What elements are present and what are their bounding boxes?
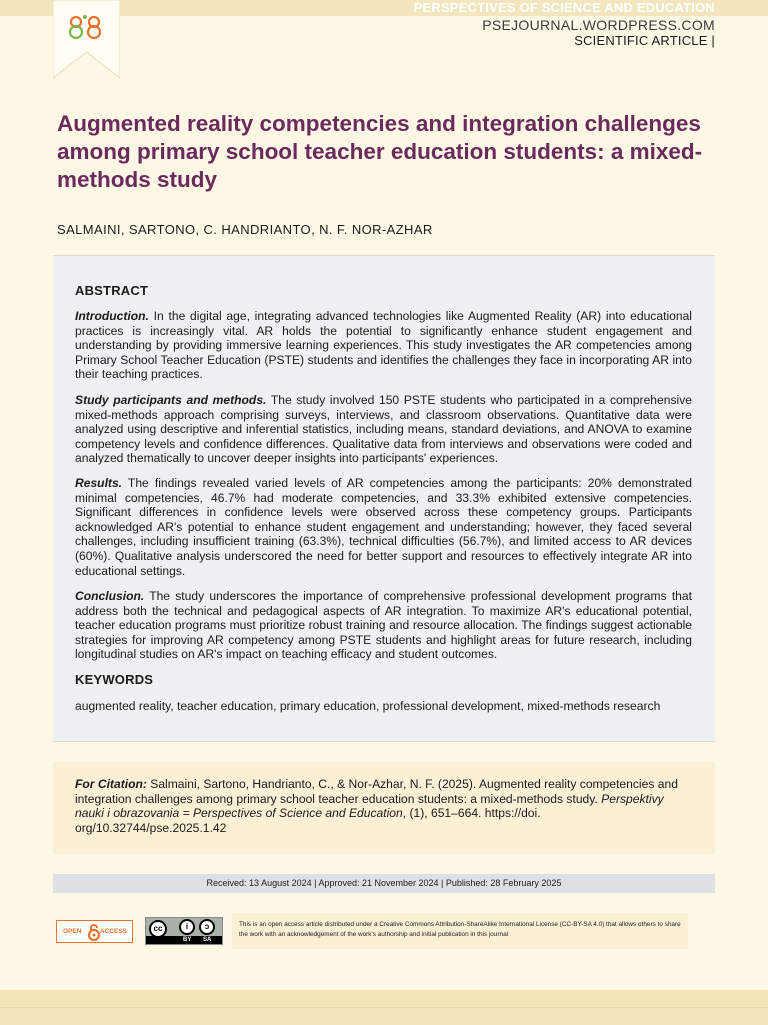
abstract-box (53, 255, 715, 742)
section-label: Study participants and methods. (75, 393, 267, 407)
section-text: The findings revealed varied levels of AR competencies among the participants: 20% demonstrated minimal competencies, 46.7% had moderate competencies, and 33.3% exhibited extensive competencies. Significant differences in confidence levels were observed across these competency groups. Participants acknowledged AR's potential to enhance student engagement and understanding; however, they faced several challenges, including insufficient training (63.3%), technical difficulties (56.7%), and limited access to AR devices (60%). Qualitative analysis underscored the need for better support and resources to effectively integrate AR into educational settings. (75, 476, 692, 578)
section-text: In the digital age, integrating advanced technologies like Augmented Reality (AR) into educational practices is increasingly vital. AR holds the potential to significantly enhance student engagement and understanding by providing immersive learning experiences. This study investigates the AR competencies among Primary School Teacher Education (PSTE) students and identifies the challenges they face in incorporating AR into their teaching practices. (75, 309, 692, 382)
bottom-strip (0, 1007, 768, 1025)
abstract-heading: ABSTRACT (75, 283, 149, 298)
citation-body: Salmaini, Sartono, Handrianto, C., & Nor-Azhar, N. F. (2025). Augmented reality competencies and integration challenges among primary school teacher education students: a mixed-methods study. (75, 777, 678, 806)
abstract-results (75, 476, 692, 578)
keywords-heading: KEYWORDS (75, 672, 154, 687)
abstract-conclusion (75, 589, 692, 662)
cc-sa-label: SA (203, 937, 212, 943)
license-box (232, 913, 688, 949)
section-text: The study underscores the importance of comprehensive professional development programs that address both the technical and pedagogical aspects of AR integration. To maximize AR's educational potential, teacher education programs must prioritize robust training and resource allocation. The findings suggest actionable strategies for improving AR competency among PSTE students and highlight areas for future research, including longitudinal studies on AR's impact on teaching efficacy and student outcomes. (75, 589, 692, 662)
open-access-badge[interactable] (56, 920, 133, 943)
citation-journal: Perspektivy nauki i obrazovania = Perspectives of Science and Education (75, 791, 664, 821)
article-title: Augmented reality competencies and integration challenges among primary school teacher education students: a mixed-methods study (57, 111, 703, 192)
section-text: The study involved 150 PSTE students who participated in a comprehensive mixed-methods approach comprising surveys, interviews, and classroom observations. Quantitative data were analyzed using descriptive and inferential statistics, including means, standard deviations, and ANOVA to examine competency levels and confidence differences. Qualitative data from interviews and observations were coded and analyzed thematically to uncover deeper insights into participants' experiences. (75, 393, 692, 466)
authors-line: SALMAINI, SARTONO, C. HANDRIANTO, N. F. NOR-AZHAR (57, 222, 433, 237)
citation-text (75, 777, 695, 835)
citation-label: For Citation: (75, 777, 147, 791)
sa-circle-icon: ↄ (199, 919, 215, 935)
journal-name: PERSPECTIVES OF SCIENCE AND EDUCATION (413, 0, 715, 15)
creative-commons-icon[interactable] (145, 917, 223, 945)
citation-doi[interactable]: , (1), 651–664. https://doi. org/10.32744/pse.2025.1.42 (75, 806, 541, 835)
citation-box (53, 762, 715, 854)
cc-by-label: BY (183, 937, 192, 943)
abstract-introduction (75, 309, 692, 382)
by-circle-icon: i (179, 919, 195, 935)
oa-access-label: ACCESS (99, 928, 127, 935)
journal-website-link[interactable]: PSEJOURNAL.WORDPRESS.COM (482, 17, 715, 33)
license-text: This is an open access article distributed under a Creative Commons Attribution-ShareAlike International License (CC-BY-SA 4.0) that allows others to share the work with an acknowledgement of the work's authorship and initial publication in this journal (239, 921, 681, 938)
publication-dates: Received: 13 August 2024 | Approved: 21 November 2024 | Published: 28 February 2025 (53, 874, 715, 893)
section-label: Conclusion. (75, 589, 145, 603)
keywords-list: augmented reality, teacher education, primary education, professional development, mixed-methods research (75, 699, 661, 713)
abstract-methods (75, 393, 692, 466)
section-label: Introduction. (75, 309, 149, 323)
cc-circle-icon: cc (149, 920, 167, 938)
pse-logo-icon (53, 0, 120, 78)
article-type: SCIENTIFIC ARTICLE | (574, 33, 715, 48)
oa-open-label: OPEN (63, 928, 82, 935)
open-lock-icon (87, 923, 101, 941)
section-label: Results. (75, 476, 123, 490)
